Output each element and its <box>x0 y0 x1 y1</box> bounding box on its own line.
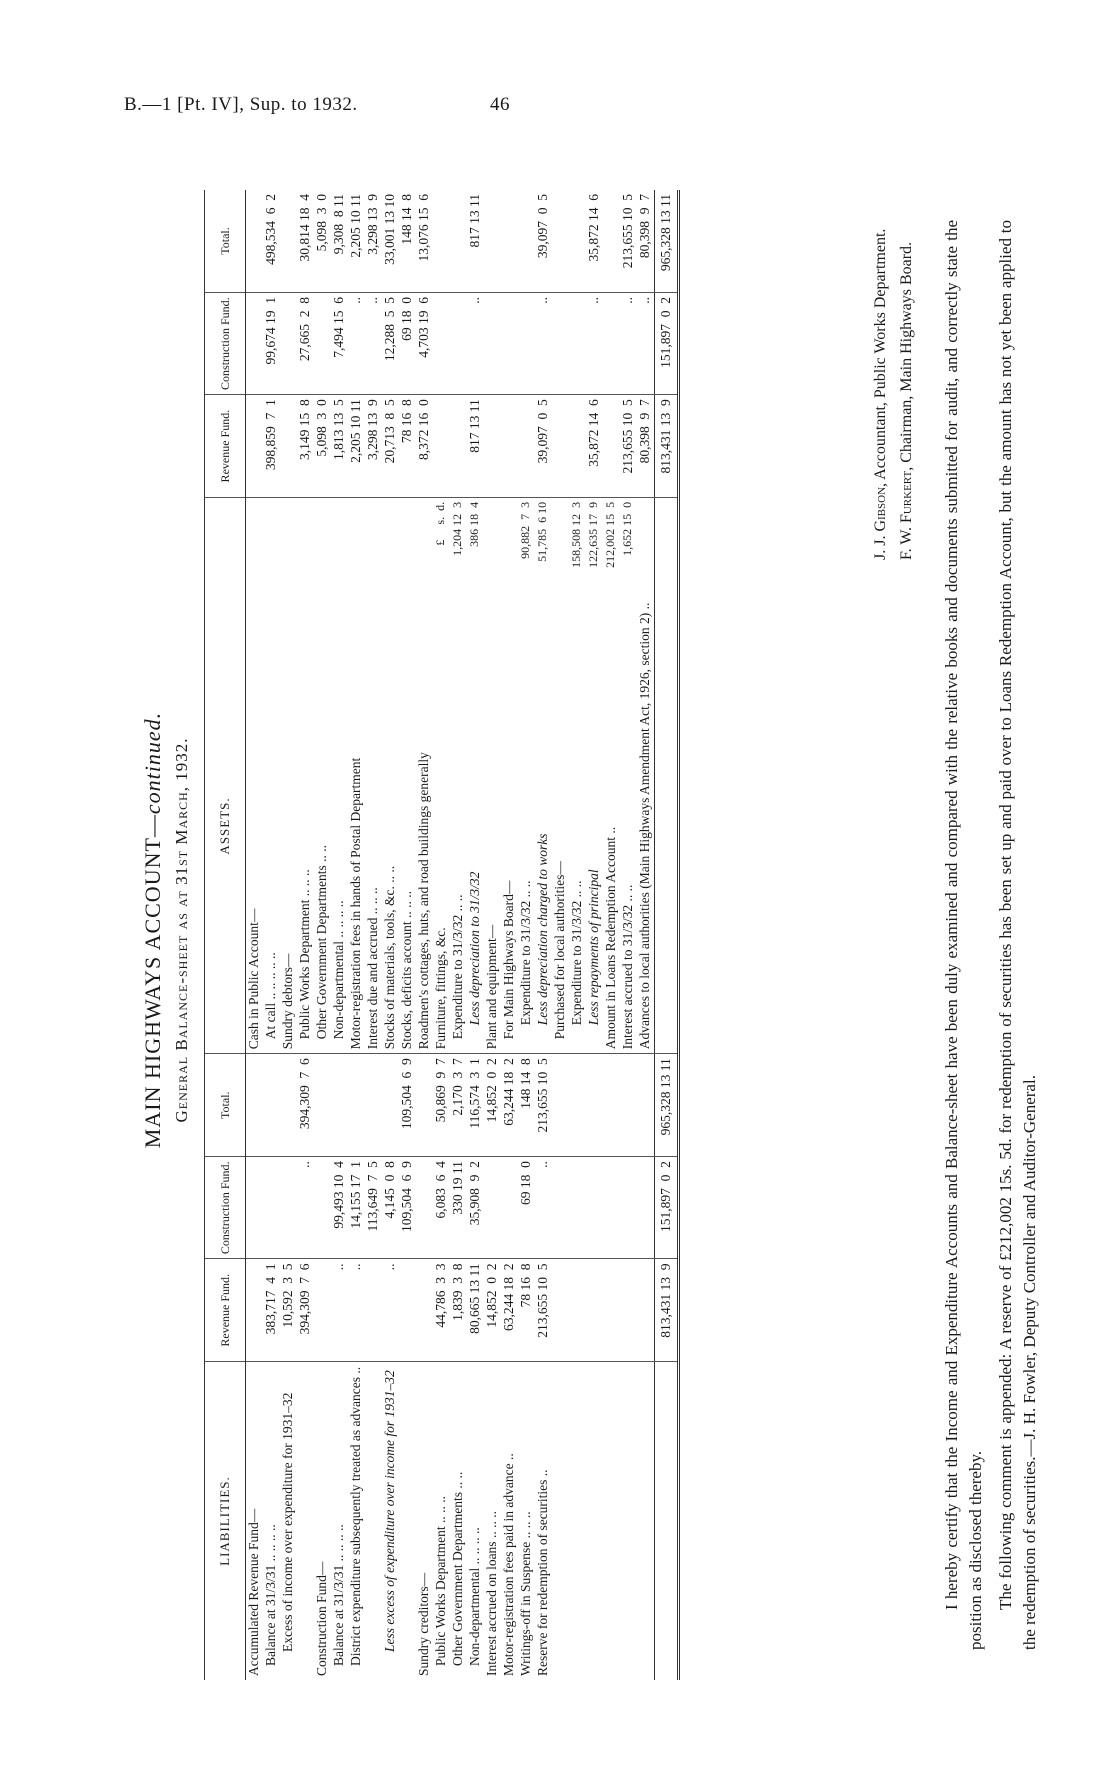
table-row <box>569 190 586 1680</box>
liability-total: 394,309 7 6 <box>297 1054 314 1157</box>
liability-revenue <box>569 1259 586 1362</box>
table-row <box>467 190 484 1680</box>
liability-description: Accumulated Revenue Fund— <box>246 1508 261 1676</box>
asset-construction: 12,288 5 5 <box>382 293 399 395</box>
liability-total <box>365 1054 382 1157</box>
asset-revenue: 35,872 14 6 <box>586 395 603 498</box>
asset-construction: .. <box>637 293 655 395</box>
liability-description: Sundry creditors— <box>416 1572 431 1676</box>
asset-revenue <box>246 395 264 498</box>
asset-description: Public Works Department .. .. .. <box>297 599 314 1054</box>
liability-revenue: 63,244 18 2 <box>501 1259 518 1362</box>
asset-revenue <box>450 395 467 498</box>
liability-description: District expenditure subsequently treated as advances .. <box>348 1366 363 1666</box>
liabilities-total-revenue: 813,431 13 9 <box>655 1259 679 1362</box>
asset-sub-amount <box>297 497 314 598</box>
asset-description: Expenditure to 31/3/32 .. .. <box>569 599 586 1054</box>
construction-header-left: Construction Fund. <box>205 1157 246 1259</box>
asset-construction: .. <box>586 293 603 395</box>
rotated-page-inner <box>120 120 1060 1740</box>
asset-description: Furniture, fittings, &c. <box>433 599 450 1054</box>
asset-construction: 4,703 19 6 <box>416 293 433 395</box>
asset-description: Sundry debtors— <box>280 599 297 1054</box>
asset-revenue: 78 16 8 <box>399 395 416 498</box>
table-row <box>263 190 280 1680</box>
liabilities-total-total: 965,328 13 11 <box>655 1054 679 1157</box>
signature-role: Chairman, Main Highways Board. <box>898 241 915 463</box>
table-row <box>399 190 416 1680</box>
asset-total <box>569 190 586 293</box>
liability-total: 14,852 0 2 <box>484 1054 501 1157</box>
liability-revenue: 383,717 4 1 <box>263 1259 280 1362</box>
liability-description <box>620 1362 637 1680</box>
liability-revenue: 213,655 10 5 <box>535 1259 552 1362</box>
asset-construction <box>501 293 518 395</box>
page-header <box>124 94 544 116</box>
total-header-right: Total. <box>205 190 246 293</box>
liability-total <box>603 1054 620 1157</box>
asset-revenue: 1,813 13 5 <box>331 395 348 498</box>
asset-description: Other Government Departments .. .. <box>314 599 331 1054</box>
asset-revenue <box>433 395 450 498</box>
asset-revenue: 8,372 16 0 <box>416 395 433 498</box>
asset-construction: .. <box>348 293 365 395</box>
table-row <box>331 190 348 1680</box>
title-main: MAIN HIGHWAYS ACCOUNT— <box>140 814 165 1149</box>
comment-paragraph: The following comment is appended: A reserve of £212,002 15s. 5d. for redemption of securities has been set up and paid over to Loans Redemption Account, but the amount has not yet been applied to the redemption of securities.—J. H. Fowler, Deputy Controller and Auditor-General. <box>996 220 1039 1650</box>
asset-construction <box>603 293 620 395</box>
liability-revenue: 44,786 3 3 <box>433 1259 450 1362</box>
asset-construction: 27,665 2 8 <box>297 293 314 395</box>
liability-description: Construction Fund— <box>314 1561 329 1676</box>
liability-construction <box>637 1157 655 1259</box>
asset-total <box>450 190 467 293</box>
liability-construction: 14,155 17 1 <box>348 1157 365 1259</box>
asset-sub-amount <box>263 497 280 598</box>
assets-total-sub <box>655 497 679 598</box>
asset-description: Cash in Public Account— <box>246 599 264 1054</box>
asset-total: 35,872 14 6 <box>586 190 603 293</box>
asset-sub-amount <box>348 497 365 598</box>
asset-description: Roadmen's cottages, huts, and road buildings generally <box>416 599 433 1054</box>
asset-sub-amount <box>552 497 569 598</box>
asset-total: 5,098 3 0 <box>314 190 331 293</box>
title-continued: continued. <box>140 711 165 815</box>
signature-role: Accountant, Public Works Department. <box>872 228 889 480</box>
table-row <box>637 190 655 1680</box>
liability-revenue <box>552 1259 569 1362</box>
page-number: 46 <box>490 94 510 115</box>
liability-revenue <box>365 1259 382 1362</box>
liability-revenue <box>246 1259 264 1362</box>
liability-revenue: 10,592 3 5 <box>280 1259 297 1362</box>
assets-total-revenue: 813,431 13 9 <box>655 395 679 498</box>
asset-sub-amount: 51,785 6 10 <box>535 501 549 562</box>
table-row <box>518 190 535 1680</box>
liability-construction: 69 18 0 <box>518 1157 535 1259</box>
liability-revenue: 14,852 0 2 <box>484 1259 501 1362</box>
asset-revenue: 2,205 10 11 <box>348 395 365 498</box>
liability-construction <box>263 1157 280 1259</box>
liability-revenue <box>314 1259 331 1362</box>
asset-revenue: 5,098 3 0 <box>314 395 331 498</box>
asset-construction <box>246 293 264 395</box>
asset-total: 13,076 15 6 <box>416 190 433 293</box>
asset-description: Less depreciation to 31/3/32 <box>467 599 484 1054</box>
liability-construction <box>246 1157 264 1259</box>
assets-header: ASSETS. <box>205 599 246 1054</box>
liability-total: 2,170 3 7 <box>450 1054 467 1157</box>
liability-total: 63,244 18 2 <box>501 1054 518 1157</box>
asset-revenue <box>501 395 518 498</box>
asset-sub-amount: 1,652 15 0 <box>620 501 634 556</box>
asset-revenue: 3,298 13 9 <box>365 395 382 498</box>
asset-total <box>518 190 535 293</box>
liability-revenue: .. <box>382 1259 399 1362</box>
signature-gibson <box>872 229 890 560</box>
table-row <box>552 190 569 1680</box>
asset-revenue: 39,097 0 5 <box>535 395 552 498</box>
liability-construction: 35,908 9 2 <box>467 1157 484 1259</box>
liability-description: Non-departmental .. .. .. .. <box>467 1527 482 1666</box>
asset-total: 2,205 10 11 <box>348 190 365 293</box>
liability-total <box>246 1054 264 1157</box>
asset-total <box>501 190 518 293</box>
liability-total <box>314 1054 331 1157</box>
balance-sheet-body <box>246 190 679 1680</box>
asset-total: 33,001 13 10 <box>382 190 399 293</box>
table-row <box>314 190 331 1680</box>
asset-sub-amount <box>637 497 655 598</box>
asset-construction <box>569 293 586 395</box>
asset-sub-amount <box>314 497 331 598</box>
asset-construction: .. <box>620 293 637 395</box>
asset-description: Non-departmental .. .. .. .. <box>331 599 348 1054</box>
asset-construction <box>484 293 501 395</box>
asset-description: Less depreciation charged to works <box>535 599 552 1054</box>
asset-total <box>433 190 450 293</box>
liability-description: Other Government Departments .. .. <box>450 1471 465 1666</box>
liability-revenue <box>399 1259 416 1362</box>
liability-revenue: .. <box>348 1259 365 1362</box>
asset-revenue: 80,398 9 7 <box>637 395 655 498</box>
sub-amount-header <box>205 497 246 598</box>
asset-sub-amount: 122,635 17 9 <box>586 501 600 568</box>
liability-revenue <box>586 1259 603 1362</box>
asset-revenue: 213,655 10 5 <box>620 395 637 498</box>
liability-description <box>637 1362 655 1680</box>
liability-description: Less excess of expenditure over income for 1931–32 <box>382 1370 397 1652</box>
assets-total-total: 965,328 13 11 <box>655 190 679 293</box>
liability-description: Writings-off in Suspense .. .. .. <box>518 1511 533 1676</box>
asset-sub-amount <box>365 497 382 598</box>
asset-total <box>552 190 569 293</box>
table-row <box>620 190 637 1680</box>
asset-construction <box>280 293 297 395</box>
asset-description: Interest due and accrued .. .. .. <box>365 599 382 1054</box>
asset-sub-amount <box>416 497 433 598</box>
liability-revenue <box>416 1259 433 1362</box>
liability-total <box>569 1054 586 1157</box>
asset-construction <box>518 293 535 395</box>
signature-name: J. J. Gibson, <box>872 482 889 560</box>
table-row <box>348 190 365 1680</box>
asset-description: Stocks, deficits account .. .. .. <box>399 599 416 1054</box>
asset-sub-amount: 386 18 4 <box>467 501 481 547</box>
certificate-paragraph: I hereby certify that the Income and Expenditure Accounts and Balance-sheet have been duly examined and compared with the relative books and documents submitted for audit, and correctly state the position as disclosed thereby. <box>942 220 985 1650</box>
asset-construction: 7,494 15 6 <box>331 293 348 395</box>
assets-total-label <box>655 599 679 1054</box>
asset-total <box>246 190 264 293</box>
liability-revenue: 80,665 13 11 <box>467 1259 484 1362</box>
liability-construction <box>552 1157 569 1259</box>
asset-construction <box>552 293 569 395</box>
revenue-header-left: Revenue Fund. <box>205 1259 246 1362</box>
liability-total <box>620 1054 637 1157</box>
asset-sub-amount <box>280 497 297 598</box>
asset-sub-amount: £ s. d. <box>433 501 447 546</box>
liability-construction: 4,145 0 8 <box>382 1157 399 1259</box>
header-row <box>205 190 246 1680</box>
asset-revenue <box>569 395 586 498</box>
liability-total <box>331 1054 348 1157</box>
table-row <box>280 190 297 1680</box>
page-title <box>140 120 166 1740</box>
table-row <box>365 190 382 1680</box>
liability-description <box>586 1362 603 1680</box>
liability-total <box>637 1054 655 1157</box>
asset-sub-amount <box>382 497 399 598</box>
asset-revenue: 398,859 7 1 <box>263 395 280 498</box>
liability-construction: 113,649 7 5 <box>365 1157 382 1259</box>
table-row <box>246 190 264 1680</box>
asset-description: Plant and equipment— <box>484 599 501 1054</box>
asset-construction <box>314 293 331 395</box>
asset-description: At call .. .. .. .. .. <box>263 599 280 1054</box>
asset-description: For Main Highways Board— <box>501 599 518 1054</box>
liability-construction: .. <box>535 1157 552 1259</box>
asset-construction: .. <box>535 293 552 395</box>
liability-total: 213,655 10 5 <box>535 1054 552 1157</box>
asset-total: 30,814 18 4 <box>297 190 314 293</box>
asset-total: 9,308 8 11 <box>331 190 348 293</box>
liability-construction: 99,493 10 4 <box>331 1157 348 1259</box>
liability-total <box>416 1054 433 1157</box>
liability-construction <box>603 1157 620 1259</box>
table-row <box>433 190 450 1680</box>
asset-sub-amount: 158,508 12 3 <box>569 501 583 568</box>
liability-revenue: 394,309 7 6 <box>297 1259 314 1362</box>
asset-description: Motor-registration fees in hands of Postal Department <box>348 599 365 1054</box>
liability-description: Excess of income over expenditure for 1931–32 <box>280 1392 295 1652</box>
asset-construction: .. <box>365 293 382 395</box>
asset-description: Interest accrued to 31/3/32 .. .. <box>620 599 637 1054</box>
asset-sub-amount <box>484 497 501 598</box>
liability-total <box>348 1054 365 1157</box>
asset-sub-amount: 212,002 15 5 <box>603 501 617 568</box>
asset-sub-amount <box>246 497 264 598</box>
liability-construction <box>501 1157 518 1259</box>
liability-description <box>365 1362 382 1680</box>
asset-construction <box>433 293 450 395</box>
liability-construction <box>314 1157 331 1259</box>
liability-revenue <box>620 1259 637 1362</box>
table-row <box>535 190 552 1680</box>
balance-sheet-table <box>204 190 680 1680</box>
asset-description: Stocks of materials, tools, &c. .. .. <box>382 599 399 1054</box>
liability-description: Reserve for redemption of securities .. <box>535 1469 550 1676</box>
asset-sub-amount <box>399 497 416 598</box>
liability-total <box>280 1054 297 1157</box>
liability-revenue: 78 16 8 <box>518 1259 535 1362</box>
asset-total: 213,655 10 5 <box>620 190 637 293</box>
asset-description: Purchased for local authorities— <box>552 599 569 1054</box>
liabilities-header: LIABILITIES. <box>205 1362 246 1680</box>
asset-construction: 69 18 0 <box>399 293 416 395</box>
asset-construction <box>450 293 467 395</box>
asset-total: 39,097 0 5 <box>535 190 552 293</box>
page-subtitle: General Balance-sheet as at 31st March, 1932. <box>172 737 191 1123</box>
liability-revenue: .. <box>331 1259 348 1362</box>
asset-description: Amount in Loans Redemption Account .. <box>603 599 620 1054</box>
asset-description: Expenditure to 31/3/32 .. .. <box>518 599 535 1054</box>
liability-construction: 109,504 6 9 <box>399 1157 416 1259</box>
asset-sub-amount <box>501 497 518 598</box>
liability-total: 109,504 6 9 <box>399 1054 416 1157</box>
liability-description <box>603 1362 620 1680</box>
asset-revenue <box>603 395 620 498</box>
audit-certificate <box>940 220 1048 1650</box>
assets-total-construction: 151,897 0 2 <box>655 293 679 395</box>
asset-description: Less repayments of principal <box>586 599 603 1054</box>
table-row <box>484 190 501 1680</box>
liability-construction <box>416 1157 433 1259</box>
asset-description: Expenditure to 31/3/32 .. .. <box>450 599 467 1054</box>
liability-total: 116,574 3 1 <box>467 1054 484 1157</box>
liability-total: 50,869 9 7 <box>433 1054 450 1157</box>
signature-furkert <box>898 242 916 560</box>
table-row <box>501 190 518 1680</box>
asset-revenue <box>484 395 501 498</box>
table-row <box>450 190 467 1680</box>
liability-description <box>569 1362 586 1680</box>
asset-revenue <box>552 395 569 498</box>
report-code: B.—1 [Pt. IV], Sup. to 1932. <box>124 94 358 115</box>
asset-total: 498,534 6 2 <box>263 190 280 293</box>
table-row <box>603 190 620 1680</box>
liability-construction <box>620 1157 637 1259</box>
liability-revenue <box>637 1259 655 1362</box>
asset-description: Advances to local authorities (Main Highways Amendment Act, 1926, section 2) .. <box>637 599 655 1054</box>
asset-construction: .. <box>467 293 484 395</box>
liabilities-total-construction: 151,897 0 2 <box>655 1157 679 1259</box>
liability-construction: 330 19 11 <box>450 1157 467 1259</box>
liability-description <box>552 1362 569 1680</box>
liability-construction: 6,083 6 4 <box>433 1157 450 1259</box>
totals-row <box>655 190 679 1680</box>
liability-total <box>552 1054 569 1157</box>
liability-total <box>382 1054 399 1157</box>
liability-description: Interest accrued on loans .. .. .. <box>484 1511 499 1676</box>
asset-sub-amount: 90,882 7 3 <box>518 501 532 559</box>
total-header-left: Total. <box>205 1054 246 1157</box>
asset-total: 3,298 13 9 <box>365 190 382 293</box>
asset-total <box>280 190 297 293</box>
asset-revenue: 817 13 11 <box>467 395 484 498</box>
liability-description: Motor-registration fees paid in advance .. <box>501 1453 516 1676</box>
liability-construction <box>484 1157 501 1259</box>
table-row <box>297 190 314 1680</box>
liability-construction: .. <box>297 1157 314 1259</box>
liability-total <box>586 1054 603 1157</box>
liability-revenue: 1,839 3 8 <box>450 1259 467 1362</box>
signature-name: F. W. Furkert, <box>898 466 915 560</box>
asset-revenue: 20,713 8 5 <box>382 395 399 498</box>
liability-construction <box>586 1157 603 1259</box>
liability-description: Balance at 31/3/31 .. .. .. .. <box>331 1524 346 1666</box>
rotated-page <box>120 120 1060 1740</box>
asset-total: 817 13 11 <box>467 190 484 293</box>
liability-revenue <box>603 1259 620 1362</box>
liabilities-total-label <box>655 1362 679 1680</box>
table-row <box>416 190 433 1680</box>
asset-sub-amount: 1,204 12 3 <box>450 501 464 556</box>
revenue-header-right: Revenue Fund. <box>205 395 246 498</box>
table-row <box>382 190 399 1680</box>
asset-revenue <box>518 395 535 498</box>
liability-description: Public Works Department .. .. .. <box>433 1495 448 1666</box>
asset-construction: 99,674 19 1 <box>263 293 280 395</box>
table-row <box>586 190 603 1680</box>
construction-header-right: Construction Fund. <box>205 293 246 395</box>
asset-total <box>603 190 620 293</box>
asset-sub-amount <box>331 497 348 598</box>
liability-construction <box>569 1157 586 1259</box>
liability-total <box>263 1054 280 1157</box>
asset-revenue <box>280 395 297 498</box>
asset-revenue: 3,149 15 8 <box>297 395 314 498</box>
asset-total: 80,398 9 7 <box>637 190 655 293</box>
liability-total: 148 14 8 <box>518 1054 535 1157</box>
liability-description <box>399 1362 416 1680</box>
liability-description: Balance at 31/3/31 .. .. .. .. <box>263 1524 278 1666</box>
asset-total <box>484 190 501 293</box>
liability-description <box>297 1362 314 1680</box>
liability-construction <box>280 1157 297 1259</box>
asset-total: 148 14 8 <box>399 190 416 293</box>
